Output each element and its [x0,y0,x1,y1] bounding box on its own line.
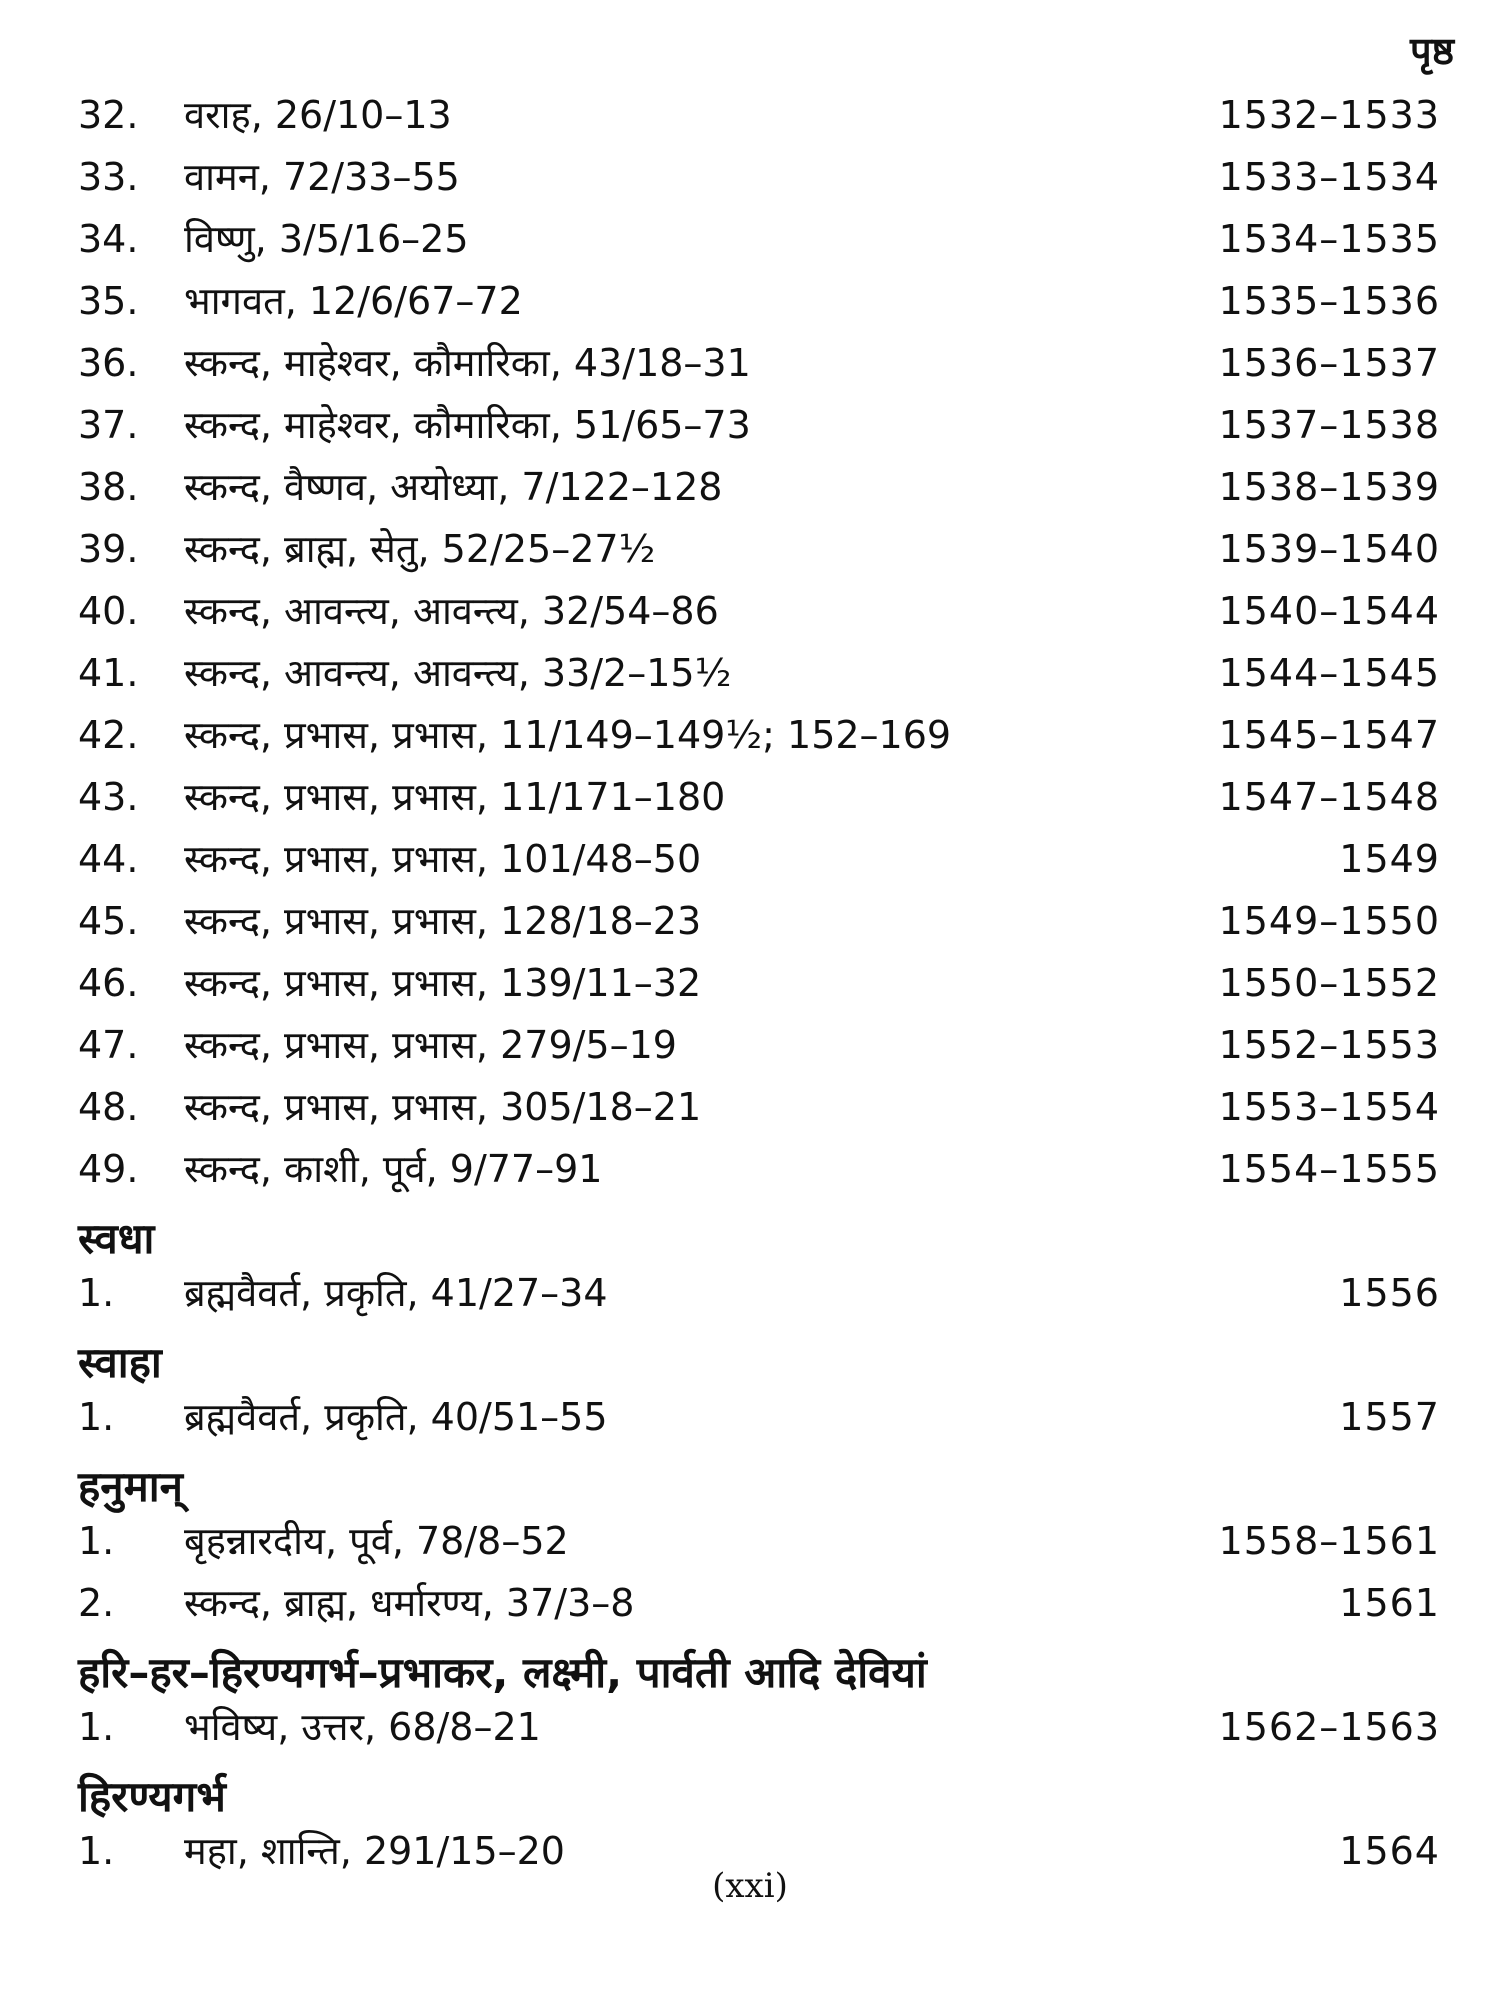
index-entry [78,1700,1440,1762]
entry-number: 46. [78,961,139,1005]
section-heading: स्वाहा [78,1338,162,1387]
entry-number: 44. [78,837,139,881]
entry-number: 1. [78,1705,115,1749]
entry-number: 37. [78,403,139,447]
entry-reference: स्कन्द, प्रभास, प्रभास, 139/11–32 [184,961,702,1005]
entry-reference: वामन, 72/33–55 [184,155,460,199]
section-heading: हरि–हर–हिरण्यगर्भ–प्रभाकर, लक्ष्मी, पार्वती आदि देवियां [78,1648,927,1697]
index-entry [78,770,1440,832]
index-entry [78,274,1440,336]
index-entry [78,1266,1440,1328]
entry-reference: स्कन्द, प्रभास, प्रभास, 279/5–19 [184,1023,677,1067]
entry-reference: महा, शान्ति, 291/15–20 [184,1829,565,1873]
index-entry [78,956,1440,1018]
entry-number: 47. [78,1023,139,1067]
entry-page-range: 1537–1538 [1218,403,1440,447]
index-entry [78,336,1440,398]
entry-page-range: 1549–1550 [1218,899,1440,943]
entry-number: 43. [78,775,139,819]
entry-reference: स्कन्द, वैष्णव, अयोध्या, 7/122–128 [184,465,723,509]
entry-number: 1. [78,1519,115,1563]
entry-page-range: 1532–1533 [1218,93,1440,137]
entry-reference: स्कन्द, काशी, पूर्व, 9/77–91 [184,1147,603,1191]
entry-page-range: 1550–1552 [1218,961,1440,1005]
entry-reference: ब्रह्मवैवर्त, प्रकृति, 40/51–55 [184,1395,608,1439]
entry-number: 45. [78,899,139,943]
entry-number: 41. [78,651,139,695]
index-entry [78,1142,1440,1204]
entry-reference: स्कन्द, प्रभास, प्रभास, 101/48–50 [184,837,702,881]
entry-number: 2. [78,1581,115,1625]
page-number: (xxi) [712,1866,788,1906]
entry-number: 38. [78,465,139,509]
entry-reference: स्कन्द, आवन्त्य, आवन्त्य, 32/54–86 [184,589,719,633]
entry-number: 48. [78,1085,139,1129]
entry-reference: स्कन्द, माहेश्वर, कौमारिका, 43/18–31 [184,341,751,385]
entry-number: 42. [78,713,139,757]
entry-number: 35. [78,279,139,323]
entry-page-range: 1544–1545 [1218,651,1440,695]
entry-reference: स्कन्द, प्रभास, प्रभास, 128/18–23 [184,899,702,943]
entry-number: 34. [78,217,139,261]
entry-reference: बृहन्नारदीय, पूर्व, 78/8–52 [184,1519,569,1563]
entry-number: 1. [78,1395,115,1439]
section-heading: हनुमान् [78,1462,183,1511]
index-entry [78,1018,1440,1080]
entry-page-range: 1557 [1339,1395,1440,1439]
entry-number: 1. [78,1829,115,1873]
index-entry [78,646,1440,708]
entry-reference: स्कन्द, प्रभास, प्रभास, 11/149–149½; 152–169 [184,713,952,757]
entry-number: 49. [78,1147,139,1191]
entry-page-range: 1552–1553 [1218,1023,1440,1067]
entry-page-range: 1561 [1339,1581,1440,1625]
entry-reference: स्कन्द, प्रभास, प्रभास, 11/171–180 [184,775,726,819]
section-heading: स्वधा [78,1214,155,1263]
entry-number: 39. [78,527,139,571]
entry-number: 36. [78,341,139,385]
entry-page-range: 1538–1539 [1218,465,1440,509]
entry-page-range: 1540–1544 [1218,589,1440,633]
entry-page-range: 1564 [1339,1829,1440,1873]
entry-reference: भविष्य, उत्तर, 68/8–21 [184,1705,541,1749]
index-entry [78,460,1440,522]
entry-page-range: 1558–1561 [1218,1519,1440,1563]
entry-reference: ब्रह्मवैवर्त, प्रकृति, 41/27–34 [184,1271,608,1315]
entry-page-range: 1535–1536 [1218,279,1440,323]
entry-reference: विष्णु, 3/5/16–25 [184,217,469,261]
section-heading: हिरण्यगर्भ [78,1772,226,1821]
index-list [78,88,1440,1886]
entry-page-range: 1553–1554 [1218,1085,1440,1129]
index-entry [78,88,1440,150]
index-entry [78,708,1440,770]
index-entry [78,1390,1440,1452]
entry-number: 1. [78,1271,115,1315]
entry-reference: स्कन्द, ब्राह्म, धर्मारण्य, 37/3–8 [184,1581,635,1625]
entry-number: 40. [78,589,139,633]
index-entry [78,522,1440,584]
entry-page-range: 1562–1563 [1218,1705,1440,1749]
entry-page-range: 1554–1555 [1218,1147,1440,1191]
page-column-heading: पृष्ठ [1410,29,1454,73]
index-entry [78,1514,1440,1576]
entry-reference: स्कन्द, प्रभास, प्रभास, 305/18–21 [184,1085,702,1129]
entry-page-range: 1536–1537 [1218,341,1440,385]
entry-reference: स्कन्द, आवन्त्य, आवन्त्य, 33/2–15½ [184,651,732,695]
entry-page-range: 1549 [1339,837,1440,881]
index-entry [78,894,1440,956]
entry-reference: स्कन्द, ब्राह्म, सेतु, 52/25–27½ [184,527,656,571]
entry-page-range: 1539–1540 [1218,527,1440,571]
entry-reference: स्कन्द, माहेश्वर, कौमारिका, 51/65–73 [184,403,751,447]
index-entry [78,584,1440,646]
entry-number: 33. [78,155,139,199]
index-entry [78,832,1440,894]
entry-number: 32. [78,93,139,137]
index-entry [78,1576,1440,1638]
entry-page-range: 1534–1535 [1218,217,1440,261]
index-entry [78,398,1440,460]
entry-page-range: 1533–1534 [1218,155,1440,199]
index-entry [78,212,1440,274]
entry-page-range: 1547–1548 [1218,775,1440,819]
entry-reference: वराह, 26/10–13 [184,93,452,137]
index-entry [78,150,1440,212]
index-entry [78,1080,1440,1142]
entry-reference: भागवत, 12/6/67–72 [184,279,523,323]
entry-page-range: 1556 [1339,1271,1440,1315]
entry-page-range: 1545–1547 [1218,713,1440,757]
